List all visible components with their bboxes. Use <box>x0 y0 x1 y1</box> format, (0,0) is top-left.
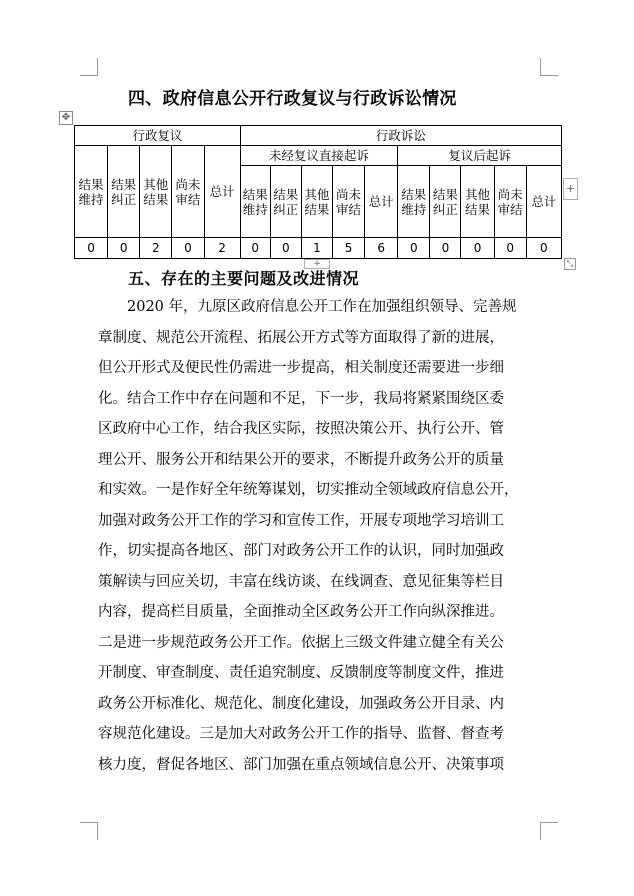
body-line: 政务公开标准化、规范化、制度化建设，加强政务公开目录、内 <box>98 695 504 712</box>
body-line: 开制度、审查制度、责任追究制度、反馈制度等制度文件，推进 <box>98 665 504 681</box>
margin-corner-top-left <box>80 58 98 76</box>
direct-pending-value: 5 <box>332 238 364 259</box>
review-upheld-value: 0 <box>75 238 108 259</box>
body-line: 核力度，督促各地区、部门加强在重点领域信息公开、决策事项 <box>98 756 504 773</box>
after-col-other: 其他结果 <box>461 166 494 238</box>
direct-col-pending: 尚未审结 <box>332 166 364 238</box>
margin-corner-bottom-left <box>80 822 98 840</box>
direct-suit-header: 未经复议直接起诉 <box>240 146 398 166</box>
margin-corner-bottom-right <box>540 822 558 840</box>
section-four-heading: 四、政府信息公开行政复议与行政诉讼情况 <box>128 89 457 109</box>
body-line: 作，切实提高各地区、部门对政务公开工作的认识，同时加强政 <box>98 543 504 559</box>
admin-review-header: 行政复议 <box>75 126 241 146</box>
body-line: 区政府中心工作，结合我区实际，按照决策公开、执行公开、管 <box>98 421 504 437</box>
after-total-value: 0 <box>526 238 561 259</box>
body-line: 理公开、服务公开和结果公开的要求，不断提升政务公开的质量 <box>98 451 504 468</box>
after-review-header: 复议后起诉 <box>398 146 562 166</box>
body-line: 但公开形式及便民性仍需进一步提高，相关制度还需要进一步细 <box>98 360 504 376</box>
body-line: 加强对政务公开工作的学习和宣传工作，开展专项地学习培训工 <box>98 512 504 529</box>
review-col-upheld: 结果维持 <box>75 146 108 238</box>
body-line: 章制度、规范公开流程、拓展公开方式等方面取得了新的进展， <box>98 329 504 346</box>
review-col-total: 总计 <box>204 146 240 238</box>
after-col-upheld: 结果维持 <box>398 166 430 238</box>
section-five-heading: 五、存在的主要问题及改进情况 <box>128 269 360 288</box>
after-col-total: 总计 <box>526 166 561 238</box>
review-pending-value: 0 <box>172 238 204 259</box>
review-col-pending: 尚未审结 <box>172 146 204 238</box>
direct-col-total: 总计 <box>365 166 398 238</box>
body-line: 策解读与回应关切，丰富在线访谈、在线调查、意见征集等栏目 <box>98 573 504 590</box>
body-line: 化。结合工作中存在问题和不足，下一步，我局将紧紧围绕区委 <box>98 390 504 407</box>
body-line: 和实效。一是作好全年统筹谋划，切实推动全领域政府信息公开， <box>98 482 519 498</box>
body-line: 2020 年，九原区政府信息公开工作在加强组织领导、完善规 <box>127 299 517 315</box>
add-row-button[interactable]: + <box>304 259 330 269</box>
body-line: 二是进一步规范政务公开工作。依据上三级文件建立健全有关公 <box>98 634 504 651</box>
direct-corrected-value: 0 <box>270 238 301 259</box>
review-col-other: 其他结果 <box>140 146 172 238</box>
direct-col-upheld: 结果维持 <box>240 166 270 238</box>
direct-other-value: 1 <box>301 238 332 259</box>
direct-col-other: 其他结果 <box>301 166 332 238</box>
after-corrected-value: 0 <box>430 238 461 259</box>
after-col-corrected: 结果纠正 <box>430 166 461 238</box>
table-move-icon[interactable]: ✥ <box>59 111 73 125</box>
body-line: 容规范化建设。三是加大对政务公开工作的指导、监督、督查考 <box>98 726 504 742</box>
review-litigation-table <box>74 125 562 259</box>
margin-corner-top-right <box>540 58 558 76</box>
body-line: 内容，提高栏目质量，全面推动全区政务公开工作向纵深推进。 <box>98 604 504 620</box>
review-col-corrected: 结果纠正 <box>108 146 140 238</box>
add-column-button[interactable]: + <box>563 178 578 200</box>
review-corrected-value: 0 <box>108 238 140 259</box>
after-pending-value: 0 <box>494 238 526 259</box>
direct-total-value: 6 <box>365 238 398 259</box>
direct-upheld-value: 0 <box>240 238 270 259</box>
after-col-pending: 尚未审结 <box>494 166 526 238</box>
direct-col-corrected: 结果纠正 <box>270 166 301 238</box>
review-total-value: 2 <box>204 238 240 259</box>
section-five-body <box>98 292 544 780</box>
after-upheld-value: 0 <box>398 238 430 259</box>
admin-litigation-header: 行政诉讼 <box>240 126 561 146</box>
after-other-value: 0 <box>461 238 494 259</box>
review-other-value: 2 <box>140 238 172 259</box>
table-resize-icon[interactable]: ⤡ <box>564 258 576 270</box>
